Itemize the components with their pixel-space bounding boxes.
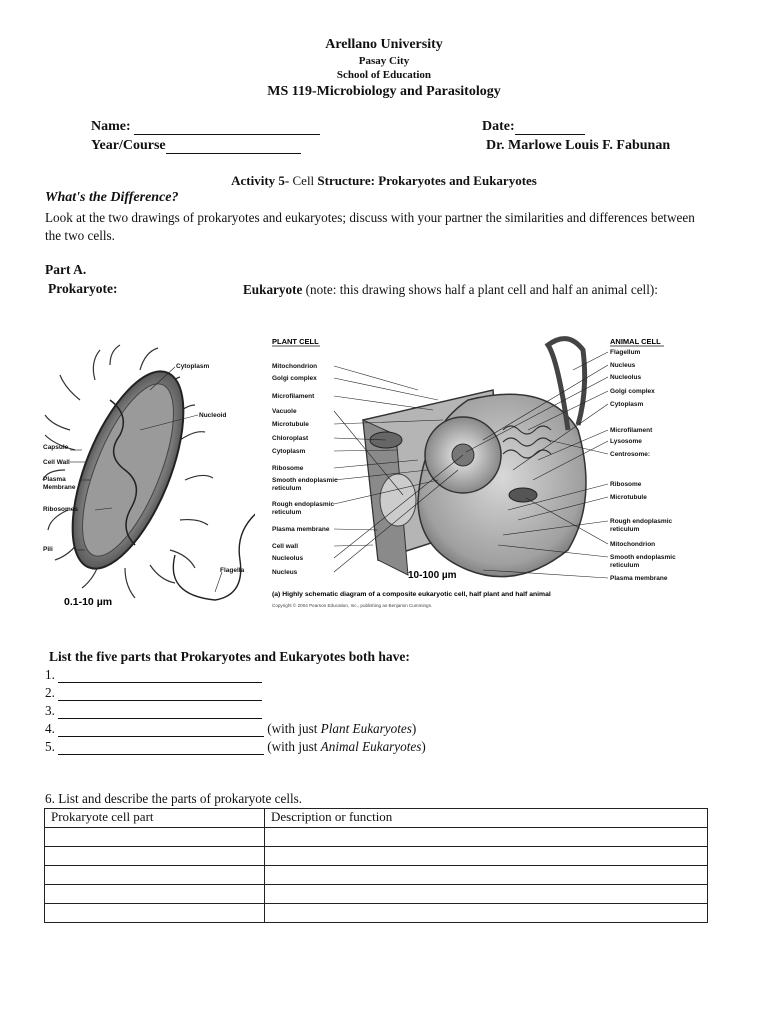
plant-label: Microfilament	[272, 393, 315, 400]
list-item-note: (with just	[263, 721, 321, 736]
list-item-number: 3.	[45, 703, 55, 718]
eukaryote-note: (note: this drawing shows half a plant cell and half an animal cell):	[302, 282, 658, 297]
activity-title-rest: Structure: Prokaryotes and Eukaryotes	[317, 173, 537, 188]
answer-blank[interactable]	[58, 668, 262, 683]
q6-prompt: 6. List and describe the parts of prokaryote cells.	[45, 791, 303, 806]
list-prompt: List the five parts that Prokaryotes and Eukaryotes both have:	[49, 649, 410, 664]
city: Pasay City	[358, 55, 410, 67]
answer-blank[interactable]	[58, 686, 262, 701]
course-title: MS 119-Microbiology and Parasitology	[267, 84, 501, 99]
prokaryote-label: Prokaryote:	[48, 281, 118, 296]
table-cell[interactable]	[45, 885, 265, 904]
activity-subtitle: What's the Difference?	[45, 190, 179, 205]
table-cell[interactable]	[45, 866, 265, 885]
plant-label: reticulum	[272, 485, 302, 492]
list-item-number: 2.	[45, 685, 55, 700]
table-cell[interactable]	[265, 904, 708, 923]
table-cell[interactable]	[45, 828, 265, 847]
label-plasma: Plasma	[43, 476, 66, 483]
plant-label: Golgi complex	[272, 375, 317, 382]
table-row	[45, 847, 708, 866]
list-items	[45, 667, 426, 757]
table-cell[interactable]	[45, 904, 265, 923]
plant-label-line	[334, 396, 433, 410]
table-cell[interactable]	[265, 828, 708, 847]
school-name: School of Education	[336, 69, 432, 81]
col-header-description: Description or function	[265, 809, 708, 828]
name-field	[91, 119, 320, 135]
plant-cell-title: PLANT CELL	[272, 337, 319, 346]
table-row	[45, 904, 708, 923]
list-item	[45, 721, 426, 739]
list-item-number: 4.	[45, 721, 55, 736]
instructions: Look at the two drawings of prokaryotes and eukaryotes; discuss with your partner the similarities and differences between the two cells.	[45, 210, 695, 243]
label-ribosomes: Ribosomes	[43, 506, 79, 513]
table-row	[45, 885, 708, 904]
eukaryote-scale: 10-100 µm	[408, 570, 457, 581]
plant-label: Smooth endoplasmic	[272, 477, 338, 484]
plant-label: Cytoplasm	[272, 448, 306, 455]
animal-label: Nucleus	[610, 362, 636, 369]
name-label: Name:	[91, 119, 131, 134]
plant-label: Mitochondrion	[272, 363, 318, 370]
answer-blank[interactable]	[58, 722, 264, 737]
animal-cell-title: ANIMAL CELL	[610, 337, 661, 346]
label-membrane: Membrane	[43, 484, 76, 491]
answer-blank[interactable]	[58, 704, 262, 719]
animal-label: Lysosome	[610, 438, 642, 445]
plant-label: Ribosome	[272, 465, 304, 472]
table-header-row	[45, 809, 708, 828]
plant-label: Chloroplast	[272, 435, 309, 442]
table-cell[interactable]	[265, 847, 708, 866]
label-cytoplasm: Cytoplasm	[176, 363, 210, 370]
plant-label: Plasma membrane	[272, 526, 330, 533]
plant-label: Nucleus	[272, 569, 298, 576]
plant-labels	[272, 363, 338, 576]
year-course-label: Year/Course	[91, 138, 166, 153]
table-row	[45, 866, 708, 885]
animal-label: Microtubule	[610, 494, 647, 501]
plant-label: Vacuole	[272, 408, 297, 415]
list-item	[45, 685, 426, 703]
list-item-number: 5.	[45, 739, 55, 754]
table-row	[45, 828, 708, 847]
animal-label: reticulum	[610, 562, 640, 569]
animal-label: Mitochondrion	[610, 541, 656, 548]
plant-label: Cell wall	[272, 543, 299, 550]
list-item	[45, 739, 426, 757]
plant-label-line	[334, 529, 378, 530]
animal-label: Smooth endoplasmic	[610, 554, 676, 561]
label-flagella: Flagella	[220, 567, 245, 574]
animal-label: Plasma membrane	[610, 575, 668, 582]
answer-blank[interactable]	[58, 740, 264, 755]
activity-title-lead: Activity 5-	[231, 173, 290, 188]
animal-label: reticulum	[610, 526, 640, 533]
animal-label: Microfilament	[610, 427, 653, 434]
list-item-note: (with just	[263, 739, 321, 754]
table-cell[interactable]	[45, 847, 265, 866]
eukaryote-caption: (a) Highly schematic diagram of a composite eukaryotic cell, half plant and half animal	[272, 591, 551, 598]
plant-label-line	[334, 378, 438, 400]
date-blank[interactable]	[515, 120, 585, 135]
animal-label-line	[573, 352, 608, 370]
animal-label: Rough endoplasmic	[610, 518, 673, 525]
year-course-blank[interactable]	[166, 139, 301, 154]
year-course-field	[91, 138, 301, 154]
plant-label: reticulum	[272, 509, 302, 516]
eukaryote-label: Eukaryote	[243, 282, 303, 297]
plant-label: Nucleolus	[272, 555, 304, 562]
label-cell-wall: Cell Wall	[43, 459, 70, 466]
flagellum-line	[173, 510, 255, 600]
list-item-note-italic: Animal Eukaryotes	[320, 739, 422, 754]
prokaryote-diagram	[40, 340, 255, 620]
table-cell[interactable]	[265, 885, 708, 904]
eukaryote-copyright: Copyright © 2004 Pearson Education, Inc., publishing as Benjamin Cummings.	[272, 603, 433, 608]
date-label: Date:	[482, 119, 515, 134]
list-item-note-close: )	[421, 739, 426, 754]
list-item	[45, 667, 426, 685]
date-field	[482, 119, 585, 135]
animal-label: Centrosome:	[610, 451, 651, 458]
university-name: Arellano University	[325, 37, 443, 52]
animal-label: Ribosome	[610, 481, 642, 488]
animal-labels	[610, 349, 676, 582]
plant-label-line	[334, 366, 418, 390]
animal-label: Cytoplasm	[610, 401, 644, 408]
plant-label: Microtubule	[272, 421, 309, 428]
list-item-number: 1.	[45, 667, 55, 682]
activity-title-cell: Cell	[289, 173, 318, 188]
eukaryote-heading	[45, 281, 695, 299]
list-item-note-close: )	[411, 721, 417, 736]
eukaryote-diagram	[268, 330, 718, 615]
animal-label: Nucleolus	[610, 374, 642, 381]
table-cell[interactable]	[265, 866, 708, 885]
plant-label: Rough endoplasmic	[272, 501, 335, 508]
label-nucleoid: Nucleoid	[199, 412, 227, 419]
activity-title	[0, 173, 768, 189]
instructor-name: Dr. Marlowe Louis F. Fabunan	[486, 138, 671, 153]
plant-label-line	[334, 545, 373, 546]
col-header-part: Prokaryote cell part	[45, 809, 265, 828]
prokaryote-parts-table	[44, 808, 708, 923]
prokaryote-scale: 0.1-10 µm	[64, 596, 113, 608]
animal-label: Flagellum	[610, 349, 641, 356]
list-item	[45, 703, 426, 721]
label-capsule: Capsule	[43, 444, 69, 451]
vacuole-shape	[380, 474, 416, 526]
part-a-heading: Part A.	[45, 262, 87, 277]
list-item-note-italic: Plant Eukaryotes	[320, 721, 412, 736]
mitochondrion-shape	[509, 488, 537, 502]
animal-label: Golgi complex	[610, 388, 655, 395]
label-pili: Pili	[43, 546, 53, 553]
name-blank[interactable]	[134, 120, 320, 135]
